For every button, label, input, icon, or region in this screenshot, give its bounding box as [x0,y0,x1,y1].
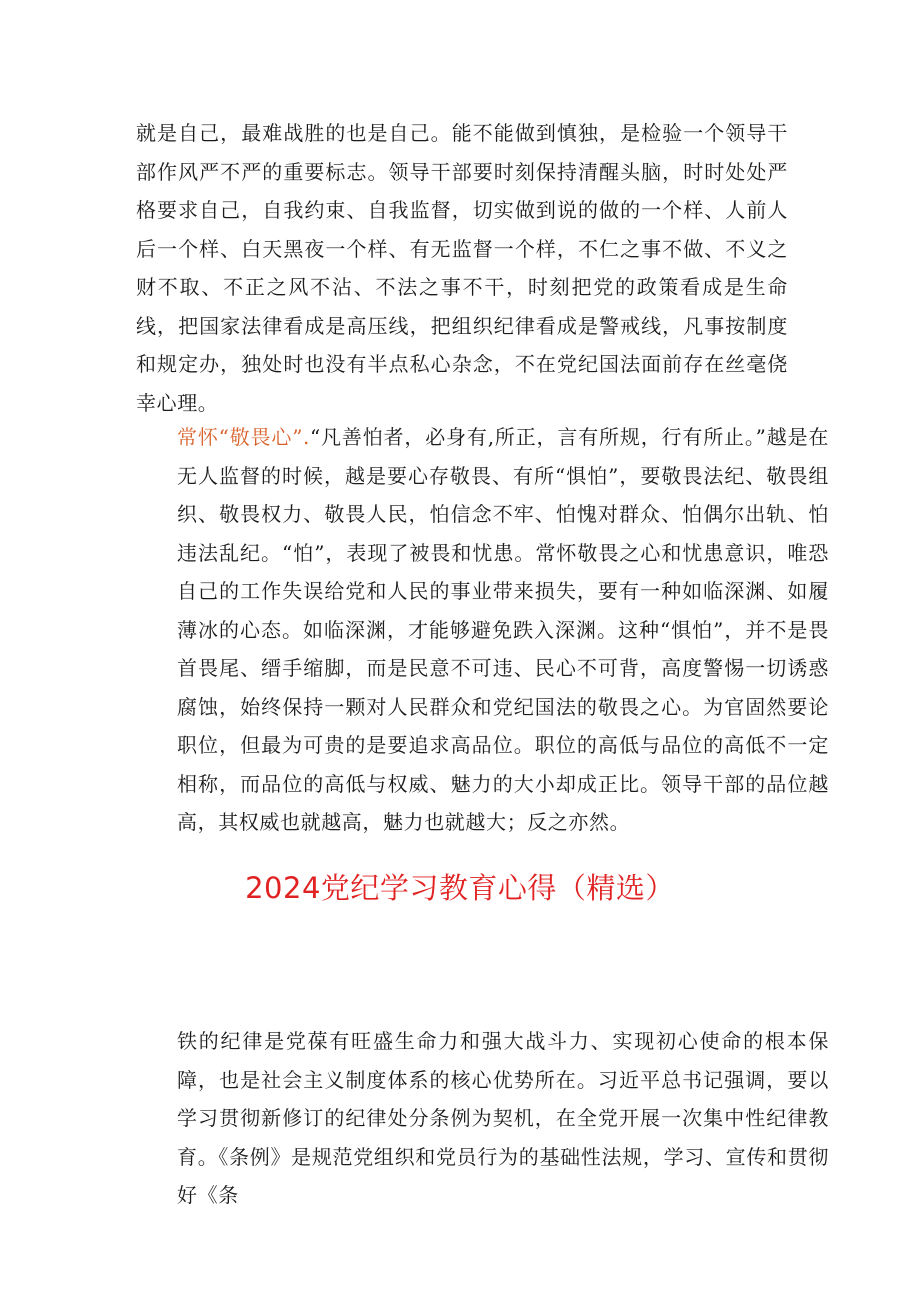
body-paragraph-3: 铁的纪律是党葆有旺盛生命力和强大战斗力、实现初心使命的根本保障，也是社会主义制度体系的核心优势所在。习近平总书记强调，要以学习贯彻新修订的纪律处分条例为契机，在全党开展一次集中性纪律教育。《条例》是规范党组织和党员行为的基础性法规，学习、宣传和贯彻好《条 [177,1029,829,1207]
body-paragraph-2 [136,418,829,842]
paragraph-2-body: “凡善怕者，必身有,所正，言有所规，行有所止。”越是在无人监督的时候，越是要心存敬畏、有所“惧怕”，要敬畏法纪、敬畏组织、敬畏权力、敬畏人民，怕信念不牢、怕愧对群众、怕偶尔出轨、怕违法乱纪。“怕”，表现了被畏和忧患。常怀敬畏之心和忧患意识，唯恐自己的工作失误给党和人民的事业带来损失，要有一种如临深渊、如履薄冰的心态。如临深渊，才能够避免跌入深渊。这种“惧怕”，并不是畏首畏尾、缙手缩脚，而是民意不可违、民心不可背，高度警惕一切诱惑腐蚀，始终保持一颗对人民群众和党纪国法的敬畏之心。为官固然要论职位，但最为可贵的是要追求高品位。职位的高低与品位的高低不一定相称，而品位的高低与权威、魅力的大小却成正比。领导干部的品位越高，其权威也就越高，魅力也就越大；反之亦然。 [177,425,829,834]
paragraph-lead-phrase: 常怀“敬畏心”. [177,425,310,449]
section-title: 2024党纪学习教育心得（精选） [245,871,675,905]
body-paragraph-1: 就是自己，最难战胜的也是自己。能不能做到慎独，是检验一个领导干部作风严不严的重要标志。领导干部要时刻保持清醒头脑，时时处处严格要求自己，自我约束、自我监督，切实做到说的做的一个样、人前人后一个样、白天黑夜一个样、有无监督一个样，不仁之事不做、不义之财不取、不正之风不沾、不法之事不干，时刻把党的政策看成是生命线，把国家法律看成是高压线，把组织纪律看成是警戒线，凡事按制度和规定办，独处时也没有半点私心杂念，不在党纪国法面前存在丝毫侥幸心理。 [136,121,788,415]
